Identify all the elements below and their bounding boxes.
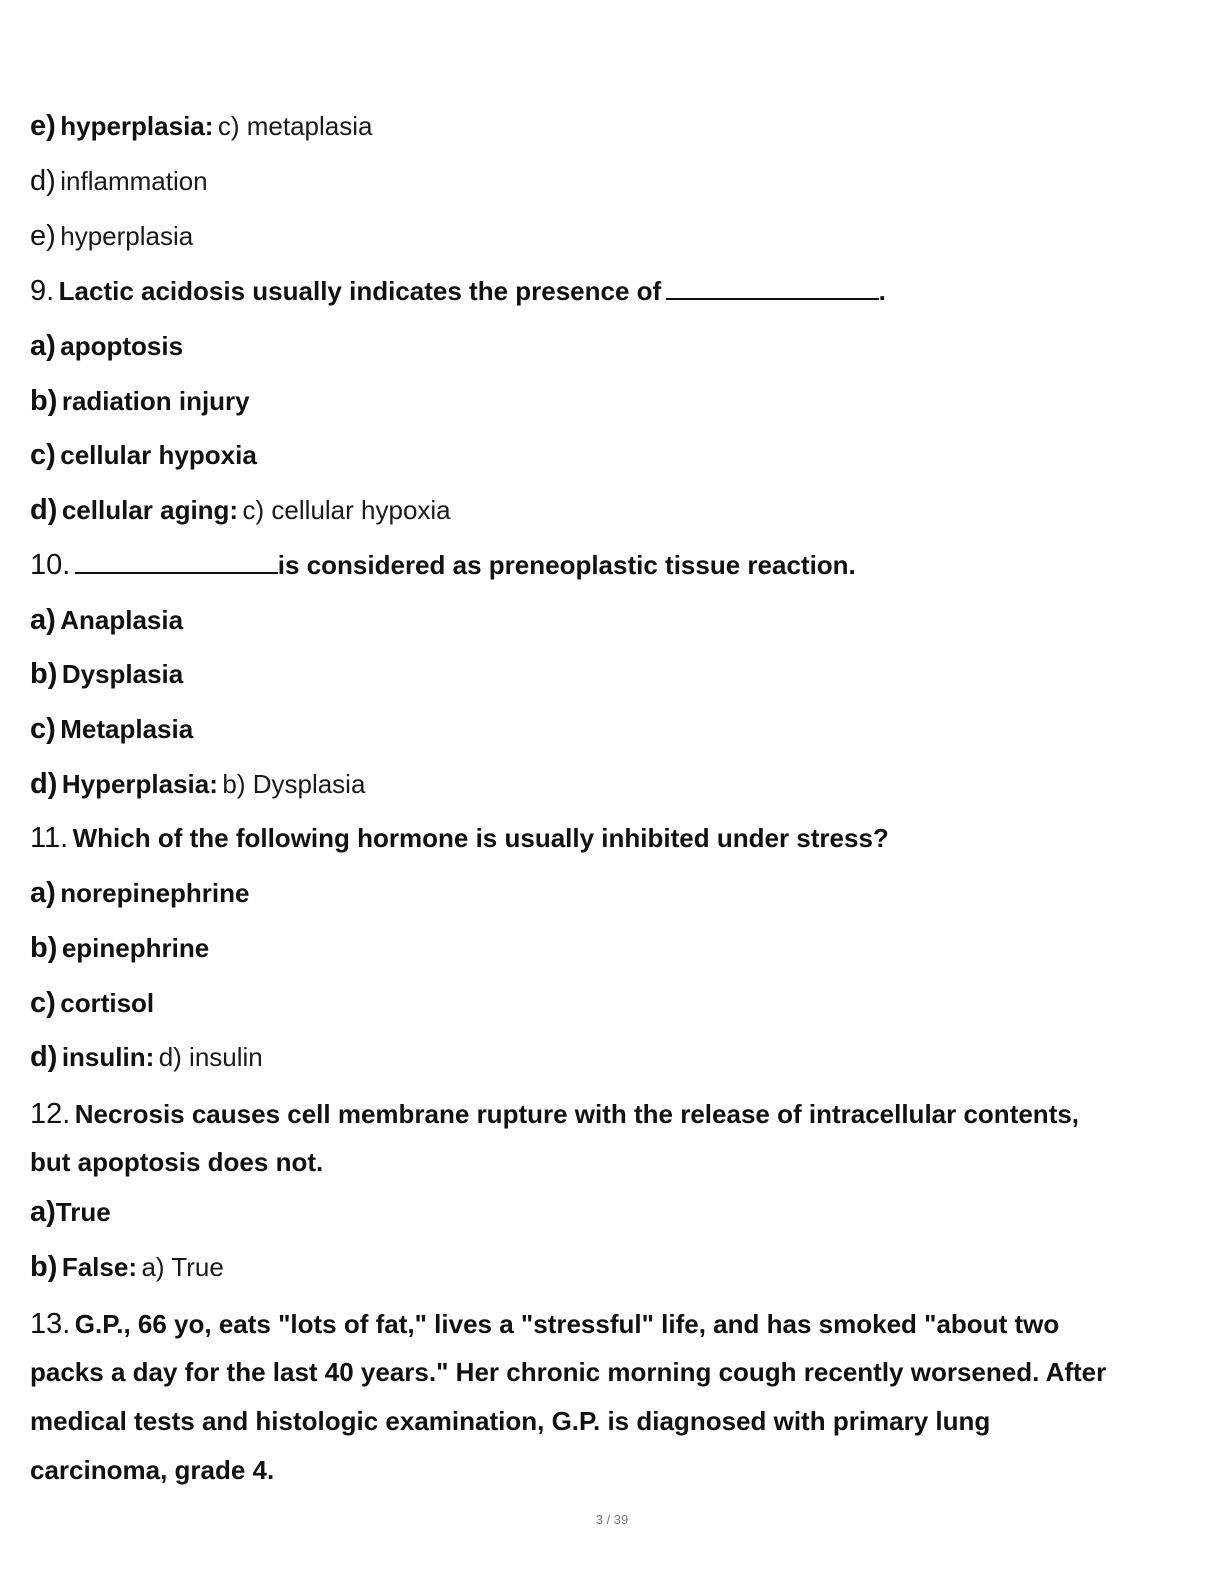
option-text: False: — [61, 1252, 137, 1282]
option-c — [30, 715, 193, 744]
answer-text: d) insulin — [158, 1042, 263, 1072]
question-text: is considered as preneoplastic tissue reaction. — [277, 550, 856, 580]
option-b-answer-line — [30, 1253, 224, 1282]
option-text: Dysplasia — [61, 659, 184, 689]
question-text: Which of the following hormone is usually inhibited under stress? — [72, 823, 889, 853]
option-text: Metaplasia — [60, 714, 194, 744]
option-label: d) — [30, 494, 58, 526]
option-label: c) — [30, 439, 56, 471]
option-text: cellular aging: — [61, 495, 239, 525]
option-d — [30, 167, 208, 196]
answer-text: b) Dysplasia — [222, 769, 366, 799]
option-b — [30, 660, 183, 689]
option-text: Hyperplasia: — [61, 769, 218, 799]
option-text: True — [55, 1197, 111, 1227]
option-label: e) — [30, 220, 56, 252]
question-text-line: packs a day for the last 40 years." Her chronic morning cough recently worsened. After — [30, 1357, 1107, 1387]
option-text: radiation injury — [61, 386, 250, 416]
question-number: 13. — [30, 1308, 71, 1340]
question-9 — [30, 277, 886, 306]
question-11 — [30, 824, 889, 853]
question-number: 10. — [30, 549, 71, 581]
option-a — [30, 1198, 111, 1227]
question-text-line: G.P., 66 yo, eats "lots of fat," lives a "stressful" life, and has smoked "about two — [74, 1309, 1060, 1339]
option-text: hyperplasia — [60, 221, 194, 251]
option-label: b) — [30, 385, 58, 417]
question-13 — [30, 1308, 1190, 1504]
option-label: a) — [30, 604, 56, 636]
option-text: cellular hypoxia — [60, 440, 257, 470]
option-label: d) — [30, 165, 56, 197]
option-d-answer-line — [30, 770, 365, 799]
option-text: Anaplasia — [60, 605, 184, 635]
answer-blank — [666, 278, 879, 300]
option-label: b) — [30, 932, 58, 964]
page-number: 3 / 39 — [595, 1512, 629, 1527]
option-e — [30, 222, 193, 251]
question-text-line: carcinoma, grade 4. — [30, 1455, 275, 1485]
answer-text: a) True — [141, 1252, 224, 1282]
option-d-answer-line — [30, 1043, 263, 1072]
option-text: insulin: — [61, 1042, 155, 1072]
question-text: Lactic acidosis usually indicates the presence of — [58, 276, 662, 306]
option-label: c) — [30, 987, 56, 1019]
option-c — [30, 441, 257, 470]
question-number: 11. — [30, 822, 69, 854]
option-a — [30, 606, 183, 635]
question-10 — [30, 551, 856, 580]
answer-blank — [75, 552, 278, 574]
option-b — [30, 934, 209, 963]
answer-text: c) cellular hypoxia — [242, 495, 451, 525]
option-e-answer-line — [30, 112, 373, 141]
question-12 — [30, 1098, 1190, 1196]
option-a — [30, 332, 183, 361]
option-label: e) — [30, 110, 56, 142]
question-number: 12. — [30, 1098, 71, 1130]
option-label: a) — [30, 330, 56, 362]
option-text: cortisol — [60, 988, 155, 1018]
option-label: b) — [30, 658, 58, 690]
option-text: norepinephrine — [60, 878, 250, 908]
option-c — [30, 989, 154, 1018]
option-label: d) — [30, 1041, 58, 1073]
question-text-line: Necrosis causes cell membrane rupture with the release of intracellular contents, — [74, 1099, 1080, 1129]
answer-text: c) metaplasia — [217, 111, 373, 141]
option-text: inflammation — [60, 166, 208, 196]
option-label: a) — [30, 1196, 56, 1228]
question-number: 9. — [30, 275, 55, 307]
option-a — [30, 879, 250, 908]
option-label: d) — [30, 768, 58, 800]
option-b — [30, 387, 250, 416]
option-text: hyperplasia: — [60, 111, 214, 141]
question-text-line: medical tests and histologic examination, G.P. is diagnosed with primary lung — [30, 1406, 991, 1436]
option-text: epinephrine — [61, 933, 210, 963]
question-end-punctuation: . — [878, 276, 886, 306]
option-label: a) — [30, 877, 56, 909]
option-label: b) — [30, 1251, 58, 1283]
question-text-line: but apoptosis does not. — [30, 1147, 324, 1177]
option-text: apoptosis — [60, 331, 184, 361]
option-d-answer-line — [30, 496, 451, 525]
option-label: c) — [30, 713, 56, 745]
